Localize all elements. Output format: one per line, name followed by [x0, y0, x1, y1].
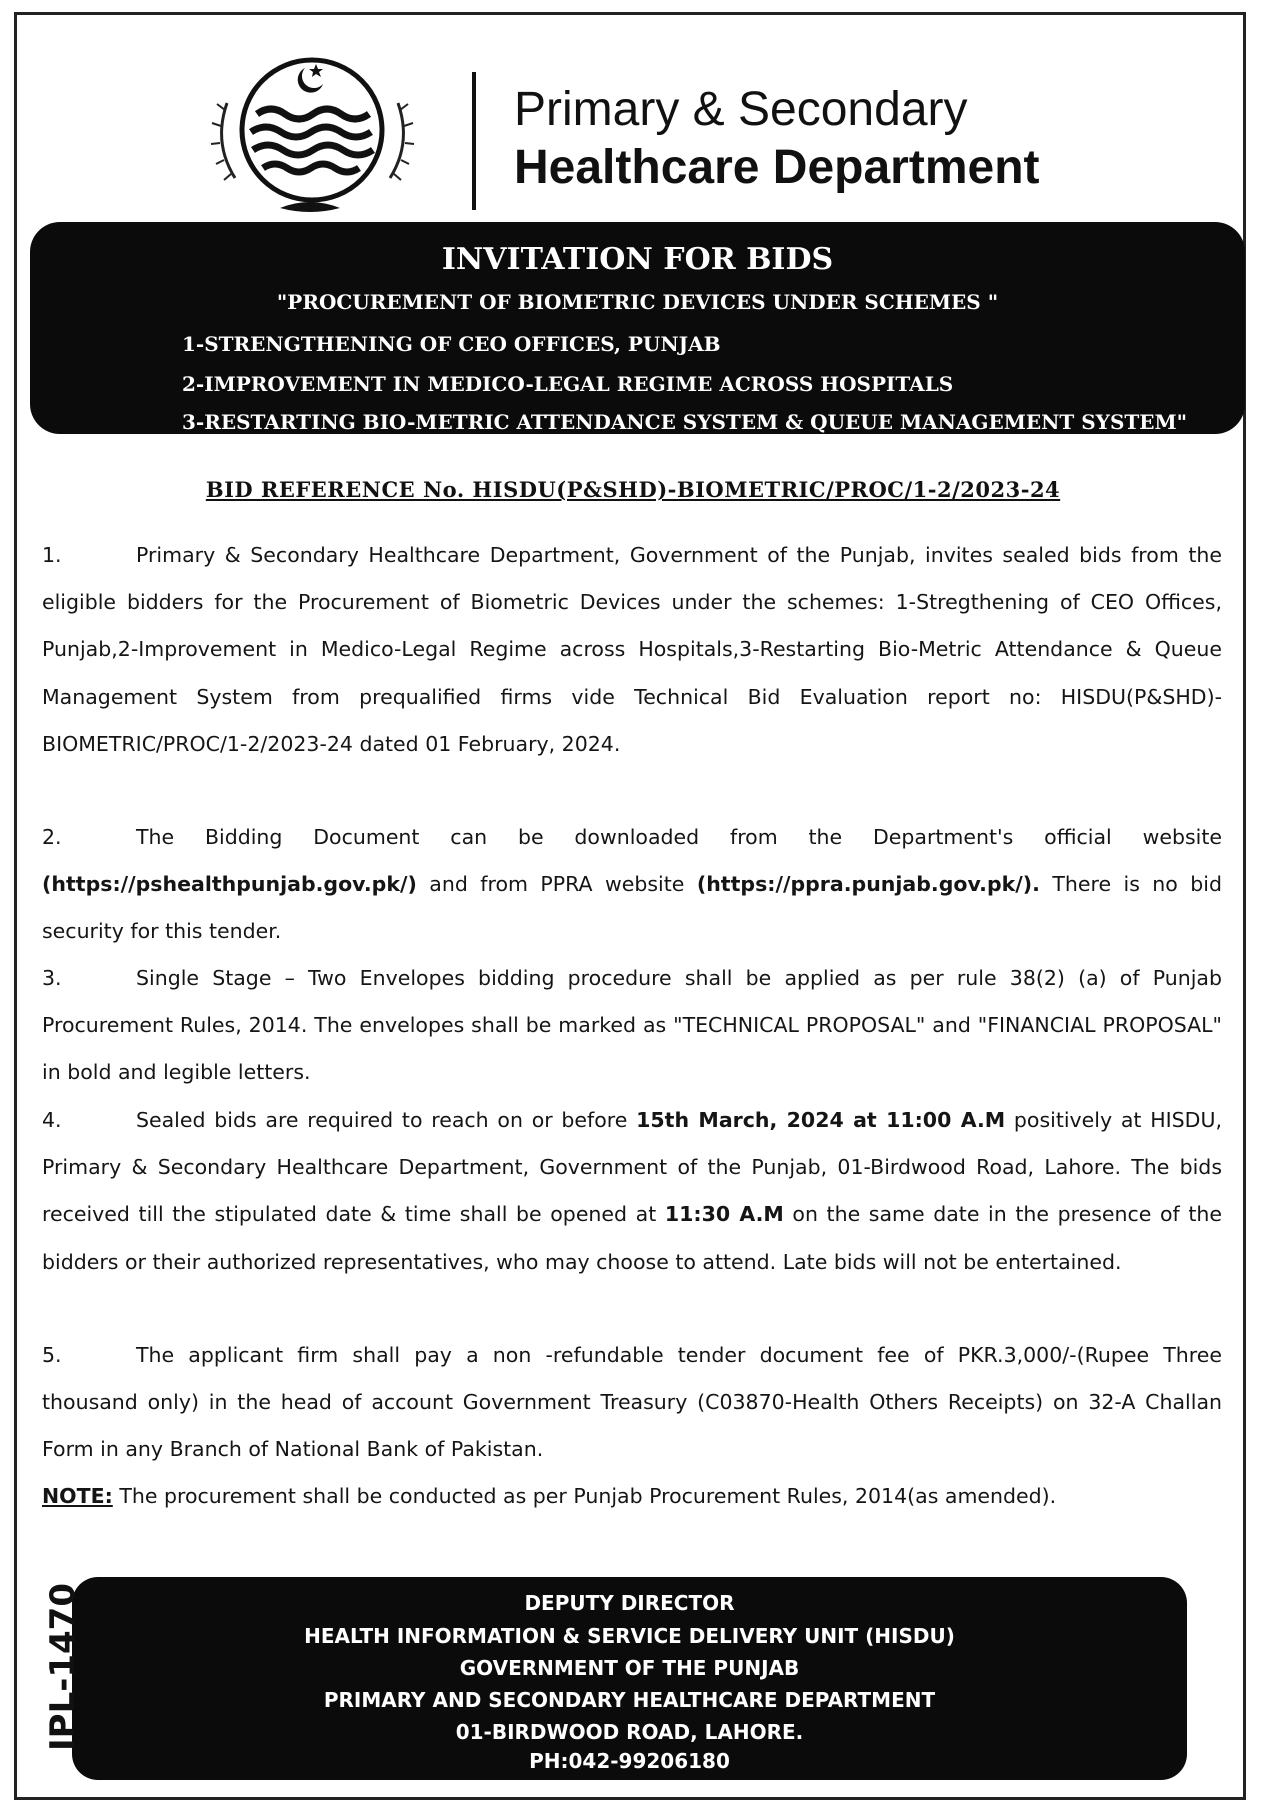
paragraph-number: 4.: [42, 1108, 62, 1132]
paragraph-text: There is no bid security for this tender.: [42, 872, 1222, 944]
paragraph-text: The applicant firm shall pay a non -refundable tender document fee of PKR.3,000/-(Rupee Three thousand only) in the head of account Government Treasury (C03870-Health Others Receipts) on 32-A Challan Form in any Branch of National Bank of Pakistan.: [42, 1343, 1222, 1462]
paragraph-1: [42, 532, 1222, 768]
paragraph-text: positively at HISDU, Primary & Secondary Healthcare Department, Government of the Punjab, 01-Birdwood Road, Lahore. The bids received till the stipulated date & time shall be opened at: [42, 1108, 1222, 1227]
department-name-line1: Primary & Secondary: [514, 83, 968, 136]
footer-line: DEPUTY DIRECTOR: [524, 1591, 735, 1615]
submission-deadline: 15th March, 2024 at 11:00 A.M: [636, 1108, 1006, 1132]
paragraph-number: 5.: [42, 1343, 62, 1367]
paragraph-text: and from PPRA website: [429, 872, 685, 897]
paragraph-text: Single Stage – Two Envelopes bidding procedure shall be applied as per rule 38(2) (a) of Punjab Procurement Rules, 2014. The envelopes shall be marked as "TECHNICAL PROPOSAL" and "FINANCIAL PROPOSAL" in bold and legible letters.: [42, 966, 1222, 1085]
banner-title: INVITATION FOR BIDS: [441, 242, 834, 277]
note-paragraph: [42, 1473, 1222, 1520]
ppra-website-link[interactable]: (https://ppra.punjab.gov.pk/).: [696, 872, 1040, 897]
paragraph-4: [42, 1097, 1222, 1286]
note-text: The procurement shall be conducted as per Punjab Procurement Rules, 2014(as amended).: [119, 1484, 1057, 1508]
department-name-line2: Healthcare Department: [514, 141, 1040, 194]
scheme-item: 3-RESTARTING BIO-METRIC ATTENDANCE SYSTEM & QUEUE MANAGEMENT SYSTEM": [182, 410, 1188, 434]
paragraph-number: 3.: [42, 966, 62, 990]
banner-subtitle: "PROCUREMENT OF BIOMETRIC DEVICES UNDER SCHEMES ": [276, 290, 999, 314]
footer-line: 01-BIRDWOOD ROAD, LAHORE.: [455, 1720, 804, 1744]
punjab-emblem-icon: [205, 48, 420, 223]
paragraph-number: 2.: [42, 825, 62, 849]
footer-line: HEALTH INFORMATION & SERVICE DELIVERY UNIT (HISDU): [304, 1624, 955, 1648]
paragraph-2: [42, 814, 1222, 956]
footer-line: GOVERNMENT OF THE PUNJAB: [459, 1656, 800, 1680]
paragraph-text: Sealed bids are required to reach on or before: [136, 1108, 628, 1132]
footer-phone: PH:042-99206180: [529, 1749, 730, 1773]
scheme-item: 1-STRENGTHENING OF CEO OFFICES, PUNJAB: [182, 332, 721, 356]
paragraph-5: [42, 1332, 1222, 1474]
header-divider: [472, 72, 476, 210]
scheme-item: 2-IMPROVEMENT IN MEDICO-LEGAL REGIME ACROSS HOSPITALS: [182, 372, 954, 396]
invitation-banner: [30, 222, 1245, 434]
paragraph-3: [42, 955, 1222, 1097]
contact-footer: [72, 1577, 1187, 1780]
paragraph-text: on the same date in the presence of the bidders or their authorized representatives, who may choose to attend. Late bids will not be entertained.: [42, 1202, 1222, 1274]
paragraph-text: The Bidding Document can be downloaded from the Department's official website: [136, 825, 1222, 849]
footer-line: PRIMARY AND SECONDARY HEALTHCARE DEPARTMENT: [323, 1688, 936, 1712]
department-website-link[interactable]: (https://pshealthpunjab.gov.pk/): [42, 872, 417, 897]
opening-time: 11:30 A.M: [664, 1202, 784, 1227]
bid-reference: BID REFERENCE No. HISDU(P&SHD)-BIOMETRIC/PROC/1-2/2023-24: [205, 477, 1061, 502]
paragraph-number: 1.: [42, 543, 62, 567]
ad-code: IPL-1470: [43, 1583, 83, 1751]
paragraph-text: Primary & Secondary Healthcare Department, Government of the Punjab, invites sealed bids from the eligible bidders for the Procurement of Biometric Devices under the schemes: 1-Stregthening of CEO Offices, Punjab,2-Improvement in Medico-Legal Regime across Hospitals,3-Restarting Bio-Metric Attendance & Queue Management System from prequalified firms vide Technical Bid Evaluation report no: HISDU(P&SHD)-BIOMETRIC/PROC/1-2/2023-24 dated 01 February, 2024.: [42, 543, 1222, 756]
note-label: NOTE:: [42, 1484, 113, 1508]
